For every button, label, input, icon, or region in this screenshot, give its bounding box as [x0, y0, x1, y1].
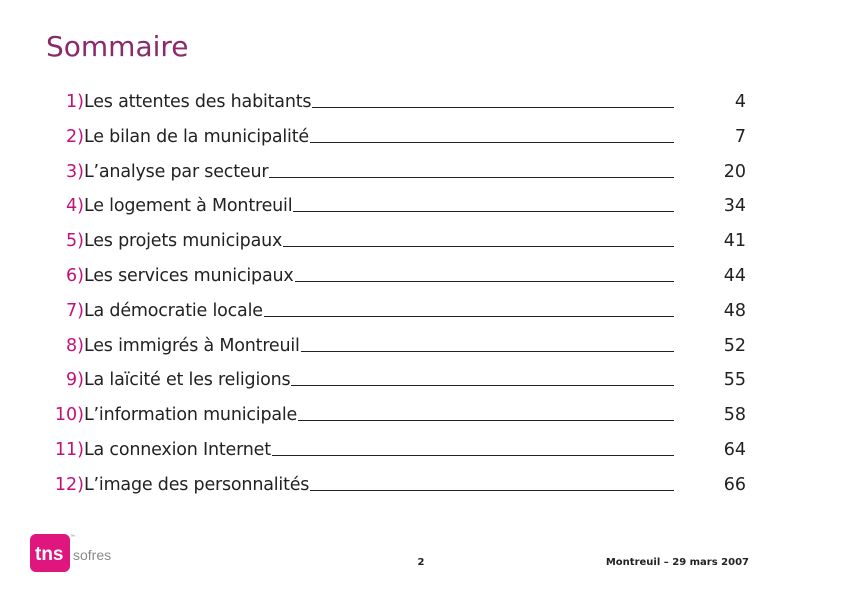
toc-entry-number: 5)	[66, 231, 84, 252]
leader-line	[310, 489, 674, 491]
toc-entry	[48, 440, 758, 475]
toc-entry-number: 2)	[66, 126, 84, 147]
tns-sofres-logo	[30, 530, 120, 578]
toc-entry-number: 12)	[54, 474, 84, 495]
leader-line	[298, 419, 674, 421]
toc-entry-label: L’information municipale	[84, 405, 298, 426]
toc-entry-page: 64	[723, 439, 746, 460]
table-of-contents	[48, 92, 758, 510]
toc-entry	[48, 370, 758, 405]
toc-entry-page: 55	[723, 370, 746, 391]
toc-entry-page: 20	[723, 161, 746, 182]
toc-entry-number: 11)	[54, 439, 84, 460]
toc-entry-label: Les attentes des habitants	[84, 92, 312, 112]
leader-line	[301, 350, 674, 352]
toc-entry-label: Les immigrés à Montreuil	[84, 335, 300, 356]
toc-entry-label: La connexion Internet	[84, 439, 271, 460]
svg-text:™: ™	[70, 534, 75, 540]
toc-entry-page: 41	[723, 231, 746, 252]
toc-entry-number: 9)	[66, 370, 84, 391]
toc-entry	[48, 336, 758, 371]
toc-entry-label: La laïcité et les religions	[84, 370, 291, 391]
leader-line	[310, 141, 674, 143]
page-title: Sommaire	[46, 30, 189, 63]
toc-entry-page: 34	[723, 196, 746, 217]
toc-entry-number: 4)	[66, 196, 84, 217]
toc-entry-page: 7	[734, 126, 746, 147]
toc-entry-page: 52	[723, 335, 746, 356]
toc-entry-number: 7)	[66, 300, 84, 321]
toc-entry-page: 4	[734, 92, 746, 112]
toc-entry-number: 3)	[66, 161, 84, 182]
leader-line	[272, 454, 674, 456]
toc-entry	[48, 231, 758, 266]
toc-entry	[48, 127, 758, 162]
toc-entry-page: 66	[723, 474, 746, 495]
toc-entry-label: Le bilan de la municipalité	[84, 126, 309, 147]
toc-entry-page: 44	[723, 265, 746, 286]
leader-line	[283, 245, 674, 247]
svg-text:sofres: sofres	[73, 547, 112, 563]
toc-entry-label: Les services municipaux	[84, 265, 294, 286]
toc-entry	[48, 301, 758, 336]
leader-line	[293, 210, 674, 212]
leader-line	[264, 315, 674, 317]
leader-line	[295, 280, 674, 282]
leader-line	[312, 106, 674, 108]
toc-entry	[48, 475, 758, 510]
toc-entry	[48, 196, 758, 231]
toc-entry	[48, 405, 758, 440]
toc-entry-page: 58	[723, 405, 746, 426]
toc-entry-label: L’image des personnalités	[84, 474, 310, 495]
toc-entry-label: L’analyse par secteur	[84, 161, 269, 182]
toc-entry	[48, 92, 758, 127]
toc-entry	[48, 266, 758, 301]
leader-line	[291, 384, 674, 386]
toc-entry-number: 8)	[66, 335, 84, 356]
toc-entry-number: 1)	[66, 92, 84, 112]
toc-entry-label: La démocratie locale	[84, 300, 263, 321]
toc-entry-label: Les projets municipaux	[84, 231, 283, 252]
svg-text:tns: tns	[35, 544, 64, 565]
page-number: 2	[417, 557, 425, 568]
toc-entry	[48, 162, 758, 197]
footer-date: Montreuil – 29 mars 2007	[605, 557, 749, 568]
toc-entry-number: 10)	[54, 405, 84, 426]
toc-entry-page: 48	[723, 300, 746, 321]
leader-line	[269, 176, 674, 178]
toc-entry-number: 6)	[66, 265, 84, 286]
toc-entry-label: Le logement à Montreuil	[84, 196, 293, 217]
